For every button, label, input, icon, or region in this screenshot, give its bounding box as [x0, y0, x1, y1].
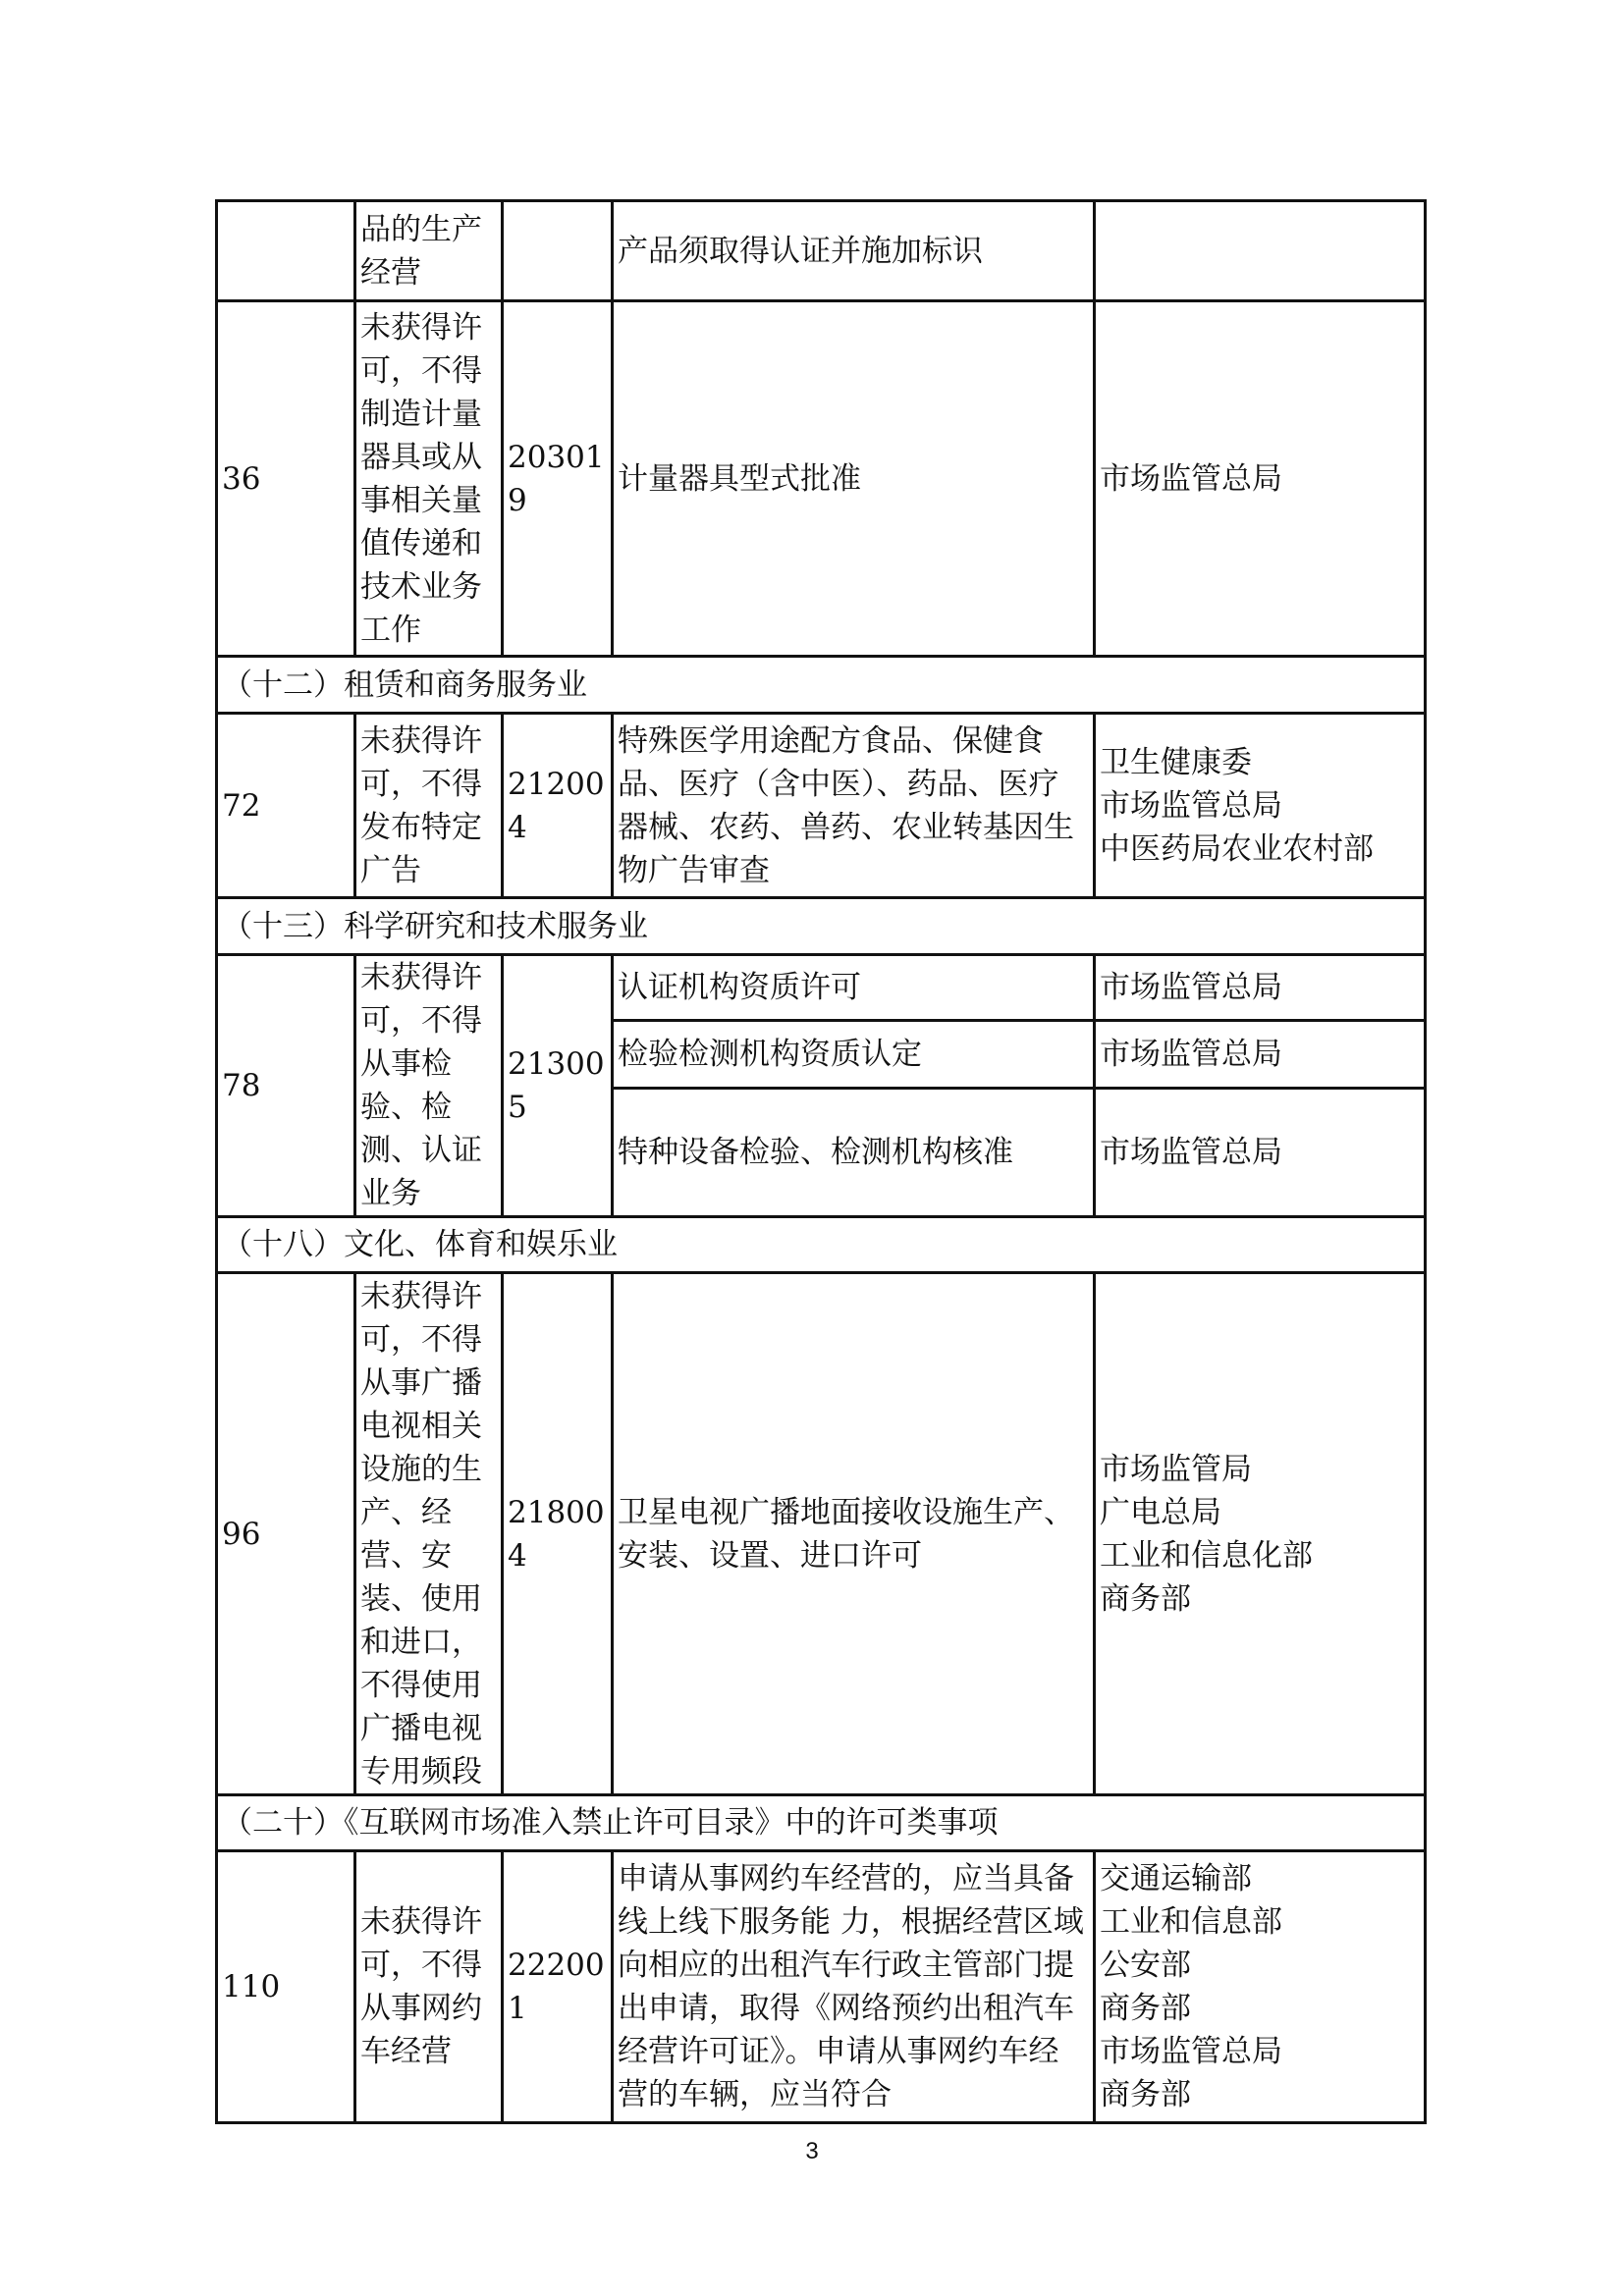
cell-item: 特种设备检验、检测机构核准 [613, 1088, 1095, 1216]
permit-table [215, 199, 1427, 2124]
cell-number: 78 [217, 955, 355, 1217]
cell-code: 222001 [503, 1851, 613, 2123]
section-row [217, 1217, 1426, 1273]
cell-department: 市场监管总局 [1095, 955, 1426, 1021]
page-number: 3 [805, 2138, 819, 2164]
department-line: 广电总局 [1100, 1494, 1221, 1530]
table-row [217, 201, 1426, 301]
cell-item: 特殊医学用途配方食品、保健食品、医疗（含中医）、药品、医疗器械、农药、兽药、农业转基因生物广告审查 [613, 714, 1095, 898]
department-line: 工业和信息化部 [1100, 1537, 1313, 1574]
cell-activity: 未获得许可，不得制造计量器具或从事相关量值传递和技术业务工作 [355, 301, 503, 657]
cell-item: 卫星电视广播地面接收设施生产、安装、设置、进口许可 [613, 1273, 1095, 1795]
cell-code: 218004 [503, 1273, 613, 1795]
department-line: 商务部 [1100, 1991, 1191, 2026]
section-row [217, 1795, 1426, 1851]
cell-code: 203019 [503, 301, 613, 657]
cell-department: 市场监管总局 [1095, 301, 1426, 657]
cell-number: 36 [217, 301, 355, 657]
section-row [217, 898, 1426, 955]
department-line: 交通运输部 [1100, 1861, 1252, 1896]
cell-department [1095, 1851, 1426, 2123]
section-heading: （十三）科学研究和技术服务业 [217, 898, 1426, 955]
department-line: 商务部 [1100, 2077, 1191, 2112]
table-row [217, 1851, 1426, 2123]
table-row [217, 955, 1426, 1021]
cell-number: 110 [217, 1851, 355, 2123]
section-heading: （十八）文化、体育和娱乐业 [217, 1217, 1426, 1273]
department-line: 市场监管总局 [1100, 2034, 1282, 2069]
cell-activity: 未获得许可，不得从事广播电视相关设施的生产、经营、安装、使用和进口，不得使用广播电视专用频段 [355, 1273, 503, 1795]
cell-activity: 未获得许可，不得从事检验、检测、认证业务 [355, 955, 503, 1217]
cell-number: 72 [217, 714, 355, 898]
section-heading: （十二）租赁和商务服务业 [217, 657, 1426, 714]
cell-item: 计量器具型式批准 [613, 301, 1095, 657]
cell-item: 产品须取得认证并施加标识 [613, 201, 1095, 301]
cell-code: 212004 [503, 714, 613, 898]
cell-number [217, 201, 355, 301]
table-row [217, 301, 1426, 657]
cell-number: 96 [217, 1273, 355, 1795]
cell-department [1095, 1273, 1426, 1795]
cell-code: 213005 [503, 955, 613, 1217]
department-line: 市场监管总局 [1100, 787, 1282, 824]
cell-department [1095, 714, 1426, 898]
cell-activity: 品的生产经营 [355, 201, 503, 301]
department-line: 市场监管局 [1100, 1451, 1252, 1487]
department-line: 工业和信息部 [1100, 1904, 1282, 1940]
cell-department: 市场监管总局 [1095, 1088, 1426, 1216]
department-line: 卫生健康委 [1100, 744, 1252, 780]
table-row [217, 714, 1426, 898]
table-row [217, 1273, 1426, 1795]
cell-department: 市场监管总局 [1095, 1021, 1426, 1088]
cell-item: 认证机构资质许可 [613, 955, 1095, 1021]
cell-activity: 未获得许可，不得发布特定广告 [355, 714, 503, 898]
department-line: 公安部 [1100, 1948, 1191, 1983]
cell-activity: 未获得许可，不得从事网约车经营 [355, 1851, 503, 2123]
section-row [217, 657, 1426, 714]
cell-department [1095, 201, 1426, 301]
department-line: 商务部 [1100, 1580, 1191, 1617]
department-line: 中医药局农业农村部 [1100, 830, 1374, 867]
cell-item: 申请从事网约车经营的，应当具备线上线下服务能 力，根据经营区域向相应的出租汽车行政主管部门提出申请，取得《网络预约出租汽车经营许可证》。申请从事网约车经营的车辆，应当符合 [613, 1851, 1095, 2123]
cell-item: 检验检测机构资质认定 [613, 1021, 1095, 1088]
cell-code [503, 201, 613, 301]
section-heading: （二十）《互联网市场准入禁止许可目录》中的许可类事项 [217, 1795, 1426, 1851]
